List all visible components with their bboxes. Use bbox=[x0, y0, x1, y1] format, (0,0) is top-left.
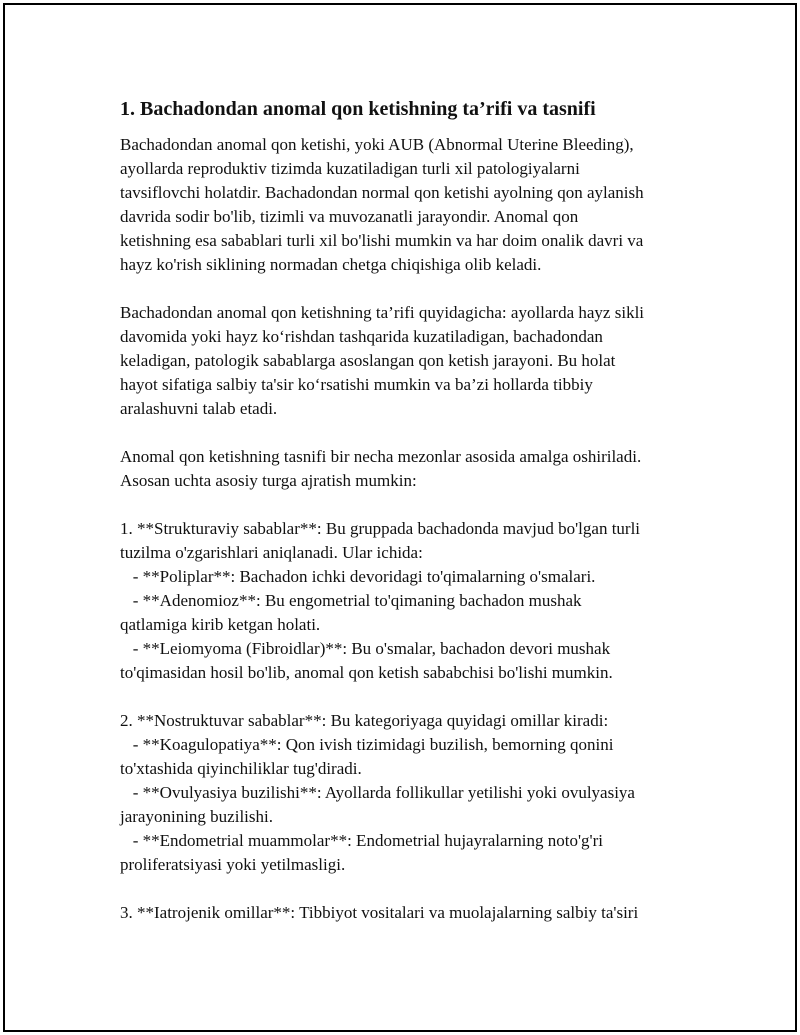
document-title: 1. Bachadondan anomal qon ketishning ta’rifi va tasnifi bbox=[120, 98, 596, 120]
text-line: - **Koagulopatiya**: Qon ivish tizimidagi buzilish, bemorning qonini bbox=[120, 735, 614, 754]
text-line: - **Leiomyoma (Fibroidlar)**: Bu o'smalar, bachadon devori mushak bbox=[120, 639, 611, 658]
paragraph-spacer bbox=[120, 877, 700, 901]
text-line: proliferatsiyasi yoki yetilmasligi. bbox=[120, 855, 346, 874]
text-line: aralashuvni talab etadi. bbox=[120, 399, 278, 418]
paragraph-spacer bbox=[120, 421, 700, 445]
text-line: davomida yoki hayz ko‘rishdan tashqarida kuzatiladigan, bachadondan bbox=[120, 327, 603, 346]
text-line: 3. **Iatrojenik omillar**: Tibbiyot vositalari va muolajalarning salbiy ta'siri bbox=[120, 903, 639, 922]
text-line: - **Endometrial muammolar**: Endometrial hujayralarning noto'g'ri bbox=[120, 831, 603, 850]
text-line: Bachadondan anomal qon ketishi, yoki AUB (Abnormal Uterine Bleeding), bbox=[120, 135, 634, 154]
text-line: 2. **Nostruktuvar sabablar**: Bu kategoriyaga quyidagi omillar kiradi: bbox=[120, 711, 609, 730]
document-text bbox=[120, 133, 700, 925]
text-line: - **Ovulyasiya buzilishi**: Ayollarda follikullar yetilishi yoki ovulyasiya bbox=[120, 783, 635, 802]
text-line: to'qimasidan hosil bo'lib, anomal qon ketish sababchisi bo'lishi mumkin. bbox=[120, 663, 613, 682]
text-line: - **Poliplar**: Bachadon ichki devoridagi to'qimalarning o'smalari. bbox=[120, 567, 596, 586]
text-line: jarayonining buzilishi. bbox=[120, 807, 273, 826]
text-line: to'xtashida qiyinchiliklar tug'diradi. bbox=[120, 759, 362, 778]
text-line: Anomal qon ketishning tasnifi bir necha mezonlar asosida amalga oshiriladi. bbox=[120, 447, 642, 466]
paragraph-spacer bbox=[120, 685, 700, 709]
text-line: davrida sodir bo'lib, tizimli va muvozanatli jarayondir. Anomal qon bbox=[120, 207, 579, 226]
text-line: qatlamiga kirib ketgan holati. bbox=[120, 615, 321, 634]
text-line: Asosan uchta asosiy turga ajratish mumkin: bbox=[120, 471, 417, 490]
text-line: hayz ko'rish siklining normadan chetga chiqishiga olib keladi. bbox=[120, 255, 542, 274]
page-frame bbox=[3, 3, 797, 1032]
text-line: ayollarda reproduktiv tizimda kuzatiladigan turli xil patologiyalarni bbox=[120, 159, 580, 178]
text-line: - **Adenomioz**: Bu engometrial to'qimaning bachadon mushak bbox=[120, 591, 582, 610]
text-line: ketishning esa sabablari turli xil bo'lishi mumkin va har doim onalik davri va bbox=[120, 231, 644, 250]
document-body bbox=[120, 97, 700, 925]
text-line: tavsiflovchi holatdir. Bachadondan normal qon ketishi ayolning qon aylanish bbox=[120, 183, 644, 202]
text-line: 1. **Strukturaviy sabablar**: Bu gruppada bachadonda mavjud bo'lgan turli bbox=[120, 519, 641, 538]
text-line: Bachadondan anomal qon ketishning ta’rifi quyidagicha: ayollarda hayz sikli bbox=[120, 303, 645, 322]
paragraph-spacer bbox=[120, 277, 700, 301]
text-line: hayot sifatiga salbiy ta'sir ko‘rsatishi mumkin va ba’zi hollarda tibbiy bbox=[120, 375, 593, 394]
paragraph-spacer bbox=[120, 493, 700, 517]
text-line: tuzilma o'zgarishlari aniqlanadi. Ular ichida: bbox=[120, 543, 423, 562]
text-line: keladigan, patologik sabablarga asoslangan qon ketish jarayoni. Bu holat bbox=[120, 351, 616, 370]
